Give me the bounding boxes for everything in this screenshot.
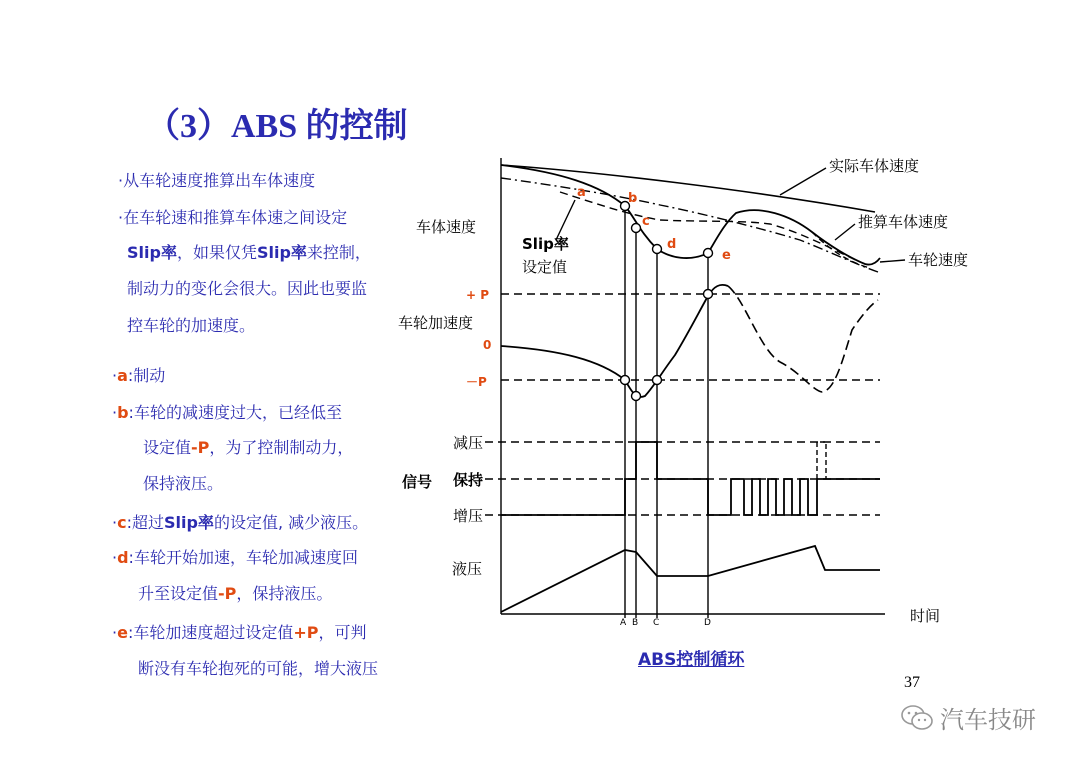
- note-c: ·c:超过Slip率的设定值, 减少液压。: [112, 513, 369, 532]
- point-b-circle: [632, 224, 641, 233]
- time-mark-b: B: [632, 618, 639, 628]
- signal-dash-pulse: [817, 442, 826, 479]
- note-e-line2: 断没有车轮抱死的可能，增大液压: [138, 659, 379, 678]
- label-time: 时间: [910, 607, 941, 625]
- wheel-accel-curve: [501, 285, 728, 397]
- label-signal: 信号: [402, 473, 433, 491]
- pressure-curve: [501, 546, 880, 612]
- point-c-circle: [653, 245, 662, 254]
- label-wheel-speed: 车轮速度: [908, 251, 969, 269]
- point-label-d: d: [667, 237, 677, 252]
- note-d: ·d:车轮开始加速，车轮加减速度回: [112, 548, 358, 567]
- point-d-circle: [704, 249, 713, 258]
- chat-bubbles-icon: [900, 703, 934, 733]
- label-decrease: 减压: [453, 434, 484, 452]
- label-slip-a: Slip率: [522, 235, 569, 253]
- note-2-line4: 控车轮的加速度。: [127, 316, 256, 335]
- time-mark-d: D: [704, 618, 711, 628]
- label-wheel-accel: 车轮加速度: [398, 314, 474, 332]
- time-mark-a: A: [620, 618, 627, 628]
- accel-b-circle: [632, 392, 641, 401]
- label-increase: 增压: [453, 507, 484, 525]
- accel-c-circle: [653, 376, 662, 385]
- note-2-line2: Slip率，如果仅凭Slip率来控制，: [127, 243, 371, 262]
- point-label-e: e: [722, 248, 731, 263]
- note-2-line3: 制动力的变化会很大。因此也要监: [127, 279, 368, 298]
- label-slip-b: 设定值: [522, 258, 568, 276]
- label-hold: 保持: [453, 471, 484, 489]
- wheel-accel-dash: [728, 286, 878, 392]
- point-label-c: c: [642, 214, 650, 229]
- slip-arrow: [556, 200, 575, 240]
- label-zero: 0: [483, 338, 492, 352]
- label-plus-p: + P: [466, 288, 490, 302]
- accel-a-circle: [621, 376, 630, 385]
- point-label-a: a: [577, 185, 586, 200]
- note-b: ·b:车轮的减速度过大，已经低至: [112, 403, 342, 422]
- note-b-line2: 设定值-P，为了控制制动力，: [143, 438, 354, 457]
- wheel-speed-leader: [880, 260, 905, 262]
- actual-speed-leader: [780, 168, 826, 195]
- page-number: 37: [904, 674, 920, 691]
- time-mark-c: C: [653, 618, 660, 628]
- diagram-caption: ABS控制循环: [638, 650, 745, 670]
- note-b-line3: 保持液压。: [143, 474, 224, 493]
- label-body-speed: 车体速度: [416, 218, 477, 236]
- est-speed-leader: [835, 224, 855, 240]
- label-actual-body-speed: 实际车体速度: [829, 157, 920, 175]
- note-e: ·e:车轮加速度超过设定值+P，可判: [112, 623, 367, 642]
- label-est-body-speed: 推算车体速度: [858, 213, 949, 231]
- note-d-line2: 升至设定值-P，保持液压。: [138, 584, 333, 603]
- slide-title: （3）ABS 的控制: [146, 108, 408, 145]
- note-2: ·在车轮速和推算车体速之间设定: [118, 208, 348, 227]
- note-a: ·a:制动: [112, 366, 166, 385]
- note-1: ·从车轮速度推算出车体速度: [118, 171, 316, 190]
- label-minus-p: －P: [466, 375, 487, 389]
- point-label-b: b: [628, 191, 638, 206]
- watermark: [900, 700, 1036, 735]
- watermark-text: 汽车技研: [940, 706, 1036, 734]
- accel-e-circle: [704, 290, 713, 299]
- label-pressure: 液压: [452, 560, 483, 578]
